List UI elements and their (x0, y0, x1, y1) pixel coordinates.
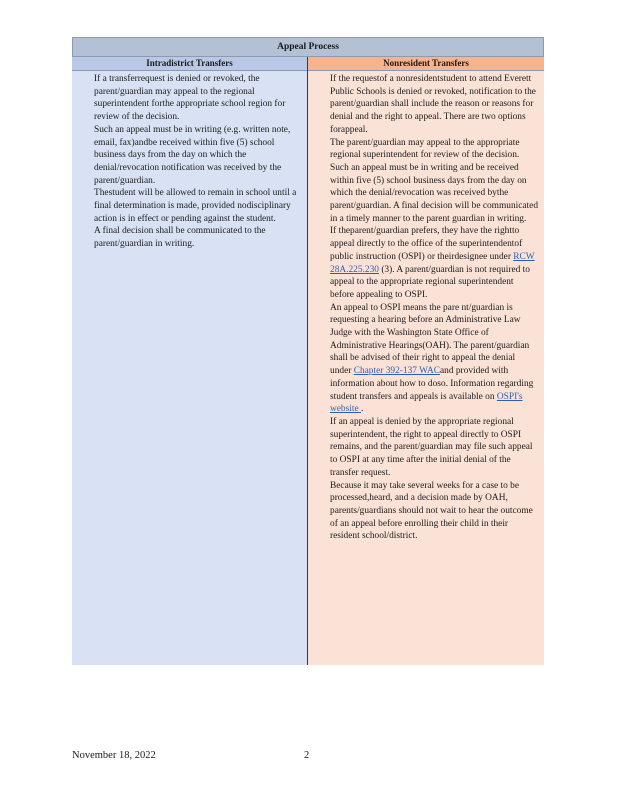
item-text-end: (3). A parent/guardian is not required to appeal to the appropriate regional superintendent before appealing to OSPI. (330, 264, 530, 300)
table-title: Appeal Process (72, 37, 544, 57)
list-item (312, 480, 538, 544)
item-text: If a transferrequest is denied or revoked, the parent/guardian may appeal to the regional superintendent forthe appropriate school region for review of the decision. (94, 74, 286, 123)
item-text: If the requestof a nonresidentstudent to attend Everett Public Schools is denied or revoked, notification to the parent/guardian shall include the reason or reasons for denial and the right to appeal. There are two options forappeal. (330, 74, 536, 135)
list-item (76, 187, 301, 225)
bullet-icon (312, 137, 330, 226)
list-item (312, 225, 538, 301)
item-text-middle: and provided with information about how to doso. Information regarding student transfers and appeals is available on (330, 366, 534, 402)
ospi-website-link[interactable]: OSPI's website (330, 391, 523, 415)
item-text (330, 302, 538, 416)
item-text-end: . (360, 404, 364, 415)
item-text (330, 225, 538, 301)
bullet-icon (76, 187, 94, 225)
bullet-icon (312, 73, 330, 137)
bullet-icon (76, 73, 94, 124)
intradistrict-header: Intradistrict Transfers (72, 57, 307, 71)
item-text: The parent/guardian may appeal to the appropriate regional superintendent for review of the decision. Such an appeal must be in writing and be received within five (5) school business days from the day on which the denial/revocation was received bythe parent/guardian. A final decision will be communicated in a timely manner to the parent guardian in writing. (330, 137, 539, 224)
list-item (312, 73, 538, 137)
item-text-start: If theparent/guardian prefers, they have the rightto appeal directly to the office of the superintendentof public instruction (OSPI) or theirdesignee under (330, 226, 523, 262)
bullet-icon (76, 124, 94, 188)
bullet-icon (312, 302, 330, 416)
table-columns (72, 57, 544, 665)
nonresident-list (308, 71, 544, 543)
nonresident-header: Nonresident Transfers (308, 57, 544, 71)
page-number: 2 (304, 750, 310, 761)
list-item (76, 73, 301, 124)
item-text: Because it may take several weeks for a case to be processed,heard, and a decision made by OAH, parents/guardians should not wait to hear the outcome of an appeal before enrolling their child in their resident school/district. (330, 480, 533, 542)
rcw-link[interactable]: RCW 28A.225.230 (330, 251, 535, 275)
footer-date: November 18, 2022 (72, 750, 156, 761)
list-item (76, 225, 301, 250)
nonresident-column (308, 57, 544, 665)
bullet-icon (312, 480, 330, 544)
item-text: If an appeal is denied by the appropriate regional superintendent, the right to appeal directly to OSPI remains, and the parent/guardian may file such appeal to OSPI at any time after the initial denial of the transfer request. (330, 416, 533, 478)
item-text: Such an appeal must be in writing (e.g. written note, email, fax)andbe received within five (5) school business days from the day on which the denial/revocation notification was received by the parent/guardian. (94, 124, 291, 186)
list-item (76, 124, 301, 188)
list-item (312, 416, 538, 480)
list-item (312, 137, 538, 226)
wac-chapter-link[interactable]: Chapter 392-137 WAC (353, 366, 440, 377)
list-item (312, 302, 538, 416)
bullet-icon (312, 416, 330, 480)
bullet-icon (312, 225, 330, 301)
intradistrict-column (72, 57, 308, 665)
item-text: Thestudent will be allowed to remain in school until a final determination is made, provided nodisciplinary action is in effect or pending against the student. (94, 188, 297, 224)
item-text-start: An appeal to OSPI means the pare nt/guardian is requesting a hearing before an Administrative Law Judge with the Washington State Office of Administrative Hearings(OAH). The parent/guardian shall be advised of their right to appeal the denial under (330, 302, 530, 377)
intradistrict-list (72, 71, 307, 251)
appeal-process-table (72, 37, 544, 665)
item-text: A final decision shall be communicated to the parent/guardian in writing. (94, 226, 266, 250)
bullet-icon (76, 225, 94, 250)
